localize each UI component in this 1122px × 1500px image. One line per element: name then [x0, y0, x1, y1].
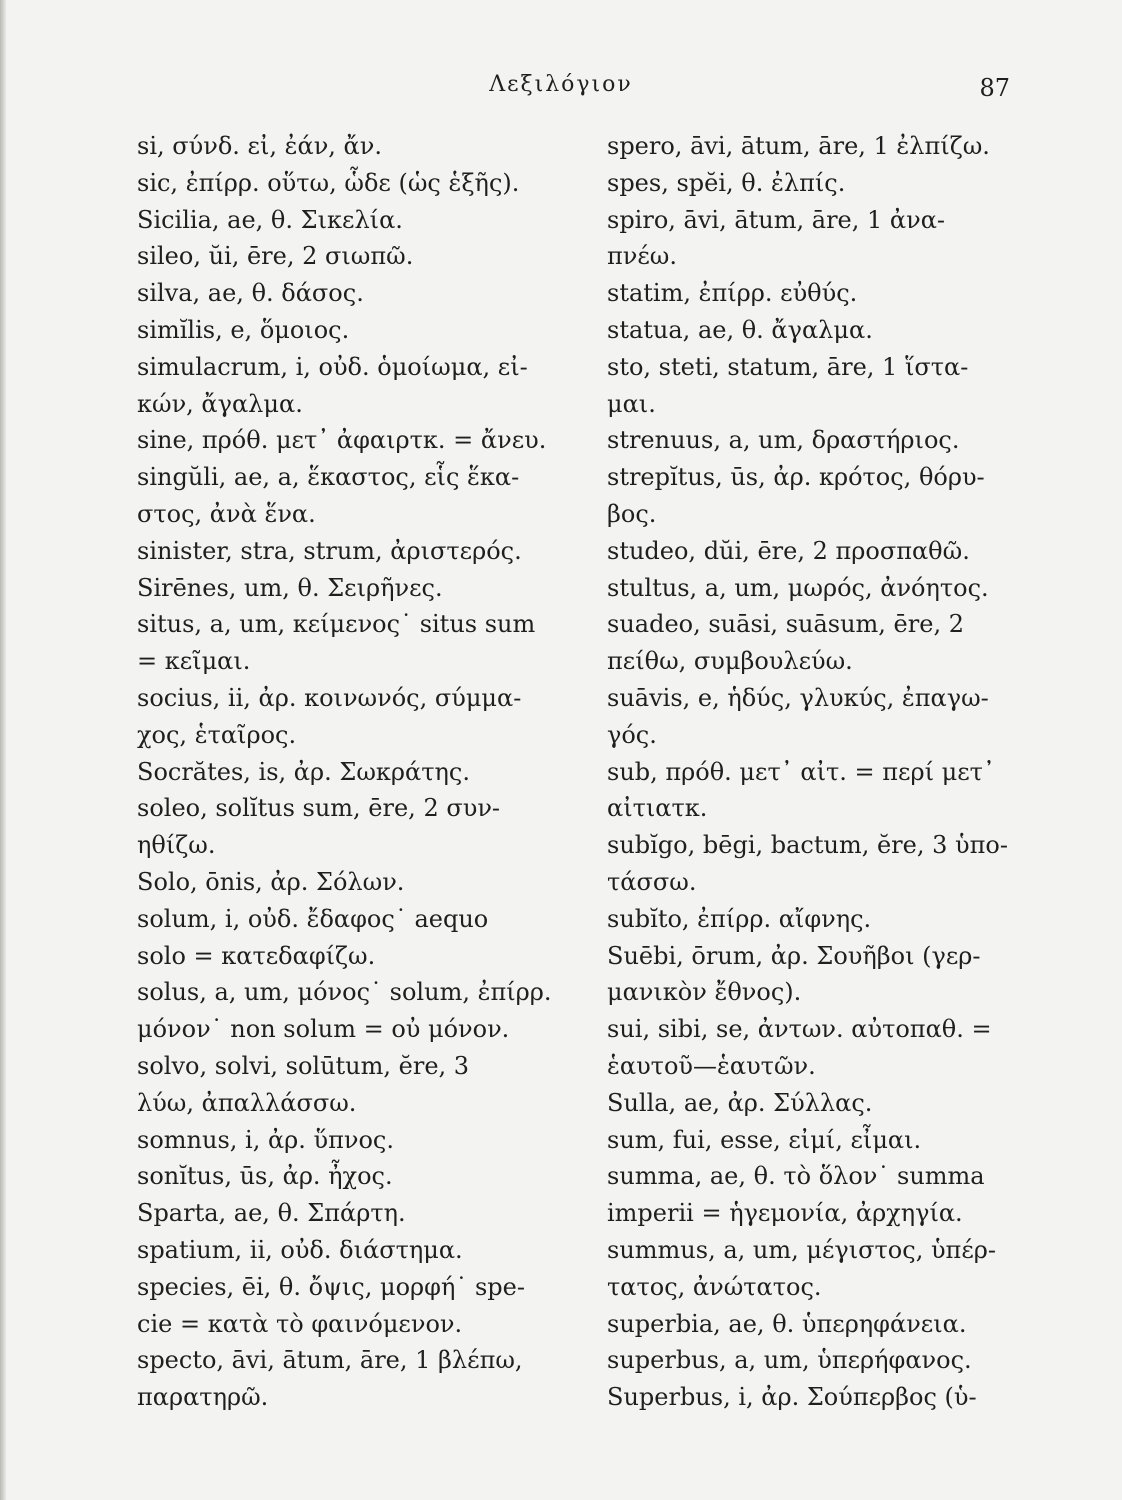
glossary-line: solum, i, οὐδ. ἔδαφος˙ aequo — [137, 904, 489, 933]
glossary-line: suadeo, suāsi, suāsum, ēre, 2 — [607, 610, 964, 639]
glossary-line: sine, πρόθ. μετ᾽ ἀφαιρτκ. = ἄνευ. — [137, 426, 547, 455]
glossary-line: τατος, ἀνώτατος. — [607, 1272, 822, 1301]
glossary-line: studeo, dŭi, ēre, 2 προσπαθῶ. — [607, 536, 970, 565]
glossary-line: γός. — [607, 720, 657, 749]
glossary-line: strepĭtus, ūs, ἀρ. κρότος, θόρυ- — [607, 463, 985, 492]
glossary-line: Sicilia, ae, θ. Σικελία. — [137, 205, 403, 234]
glossary-line: cie = κατὰ τὸ φαινόμενον. — [137, 1309, 463, 1338]
glossary-line: πνέω. — [607, 242, 677, 271]
glossary-line: sinister, stra, strum, ἀριστερός. — [137, 536, 522, 565]
glossary-line: αἰτιατκ. — [607, 794, 708, 823]
glossary-line: solus, a, um, μόνος˙ solum, ἐπίρρ. — [137, 978, 552, 1007]
glossary-line: sum, fui, esse, εἰμί, εἶμαι. — [607, 1125, 922, 1154]
glossary-line: spes, spĕi, θ. ἐλπίς. — [607, 168, 846, 197]
glossary-line: χος, ἑταῖρος. — [137, 720, 297, 749]
glossary-line: sub, πρόθ. μετ᾽ αἰτ. = περί μετ᾽ — [607, 757, 995, 786]
glossary-line: Sirēnes, um, θ. Σειρῆνες. — [137, 573, 443, 602]
glossary-line: sui, sibi, se, ἀντων. αὐτοπαθ. = — [607, 1015, 992, 1044]
glossary-line: τάσσω. — [607, 867, 697, 896]
glossary-line: subĭgo, bēgi, bactum, ĕre, 3 ὑπο- — [607, 831, 1008, 860]
glossary-line: solvo, solvi, solūtum, ĕre, 3 — [137, 1051, 470, 1080]
page-binding-edge — [0, 0, 6, 1500]
page-number: 87 — [979, 74, 1010, 102]
glossary-line: λύω, ἀπαλλάσσω. — [137, 1088, 357, 1117]
glossary-line: Sparta, ae, θ. Σπάρτη. — [137, 1199, 406, 1228]
glossary-line: μόνον˙ non solum = οὐ μόνον. — [137, 1015, 510, 1044]
left-column — [137, 128, 577, 1416]
glossary-line: στος, ἀνὰ ἕνα. — [137, 499, 316, 528]
glossary-line: sto, steti, statum, āre, 1 ἵστα- — [607, 352, 969, 381]
glossary-line: sileo, ŭi, ēre, 2 σιωπῶ. — [137, 242, 414, 271]
glossary-line: spero, āvi, ātum, āre, 1 ἐλπίζω. — [607, 132, 990, 160]
right-column — [607, 128, 1047, 1416]
glossary-line: Superbus, i, ἀρ. Σούπερβος (ὑ- — [607, 1383, 977, 1412]
glossary-line: Suēbi, ōrum, ἀρ. Σουῆβοι (γερ- — [607, 941, 981, 970]
glossary-line: stultus, a, um, μωρός, ἀνόητος. — [607, 573, 989, 602]
glossary-line: si, σύνδ. εἰ, ἐάν, ἄν. — [137, 132, 382, 160]
glossary-line: summa, ae, θ. τὸ ὅλον˙ summa — [607, 1162, 985, 1191]
glossary-line: κών, ἄγαλμα. — [137, 389, 303, 418]
glossary-line: simulacrum, i, οὐδ. ὁμοίωμα, εἰ- — [137, 352, 528, 381]
glossary-line: Solo, ōnis, ἀρ. Σόλων. — [137, 867, 405, 896]
glossary-line: summus, a, um, μέγιστος, ὑπέρ- — [607, 1235, 996, 1264]
glossary-line: πείθω, συμβουλεύω. — [607, 647, 853, 676]
glossary-line: ἑαυτοῦ—ἑαυτῶν. — [607, 1051, 816, 1080]
glossary-line: statua, ae, θ. ἄγαλμα. — [607, 315, 873, 344]
glossary-line: strenuus, a, um, δραστήριος. — [607, 426, 960, 455]
glossary-line: παρατηρῶ. — [137, 1383, 269, 1412]
glossary-line: subĭto, ἐπίρρ. αἴφνης. — [607, 904, 872, 933]
glossary-line: βος. — [607, 499, 657, 528]
glossary-line: imperii = ἡγεμονία, ἀρχηγία. — [607, 1199, 963, 1228]
glossary-line: species, ēi, θ. ὄψις, μορφή˙ spe- — [137, 1272, 525, 1301]
glossary-line: = κεῖμαι. — [137, 647, 251, 676]
glossary-line: superbia, ae, θ. ὑπερηφάνεια. — [607, 1309, 967, 1338]
glossary-line: spiro, āvi, ātum, āre, 1 ἀνα- — [607, 205, 946, 234]
glossary-line: soleo, solĭtus sum, ēre, 2 συν- — [137, 794, 501, 823]
glossary-line: sonĭtus, ūs, ἀρ. ἦχος. — [137, 1162, 393, 1191]
glossary-line: μαι. — [607, 389, 656, 418]
glossary-line: Sulla, ae, ἀρ. Σύλλας. — [607, 1088, 873, 1117]
glossary-line: sic, ἐπίρρ. οὕτω, ὧδε (ὡς ἑξῆς). — [137, 168, 520, 197]
glossary-line: superbus, a, um, ὑπερήφανος. — [607, 1346, 972, 1375]
glossary-line: ηθίζω. — [137, 831, 216, 860]
glossary-line: simĭlis, e, ὅμοιος. — [137, 315, 350, 344]
glossary-line: specto, āvi, ātum, āre, 1 βλέπω, — [137, 1346, 523, 1375]
glossary-line: situs, a, um, κείμενος˙ situs sum — [137, 610, 536, 639]
glossary-line: silva, ae, θ. δάσος. — [137, 279, 364, 308]
glossary-line: singŭli, ae, a, ἕκαστος, εἷς ἕκα- — [137, 463, 520, 492]
glossary-line: solo = κατεδαφίζω. — [137, 941, 376, 970]
glossary-line: somnus, i, ἀρ. ὕπνος. — [137, 1125, 394, 1154]
running-header-title: Λεξιλόγιον — [489, 72, 633, 97]
glossary-line: statim, ἐπίρρ. εὐθύς. — [607, 279, 858, 308]
glossary-line: spatium, ii, οὐδ. διάστημα. — [137, 1235, 463, 1264]
glossary-line: suāvis, e, ἡδύς, γλυκύς, ἐπαγω- — [607, 683, 989, 712]
glossary-line: socius, ii, ἀρ. κοινωνός, σύμμα- — [137, 683, 522, 712]
glossary-line: Socrătes, is, ἀρ. Σωκράτης. — [137, 757, 470, 786]
glossary-line: μανικὸν ἔθνος). — [607, 978, 802, 1007]
